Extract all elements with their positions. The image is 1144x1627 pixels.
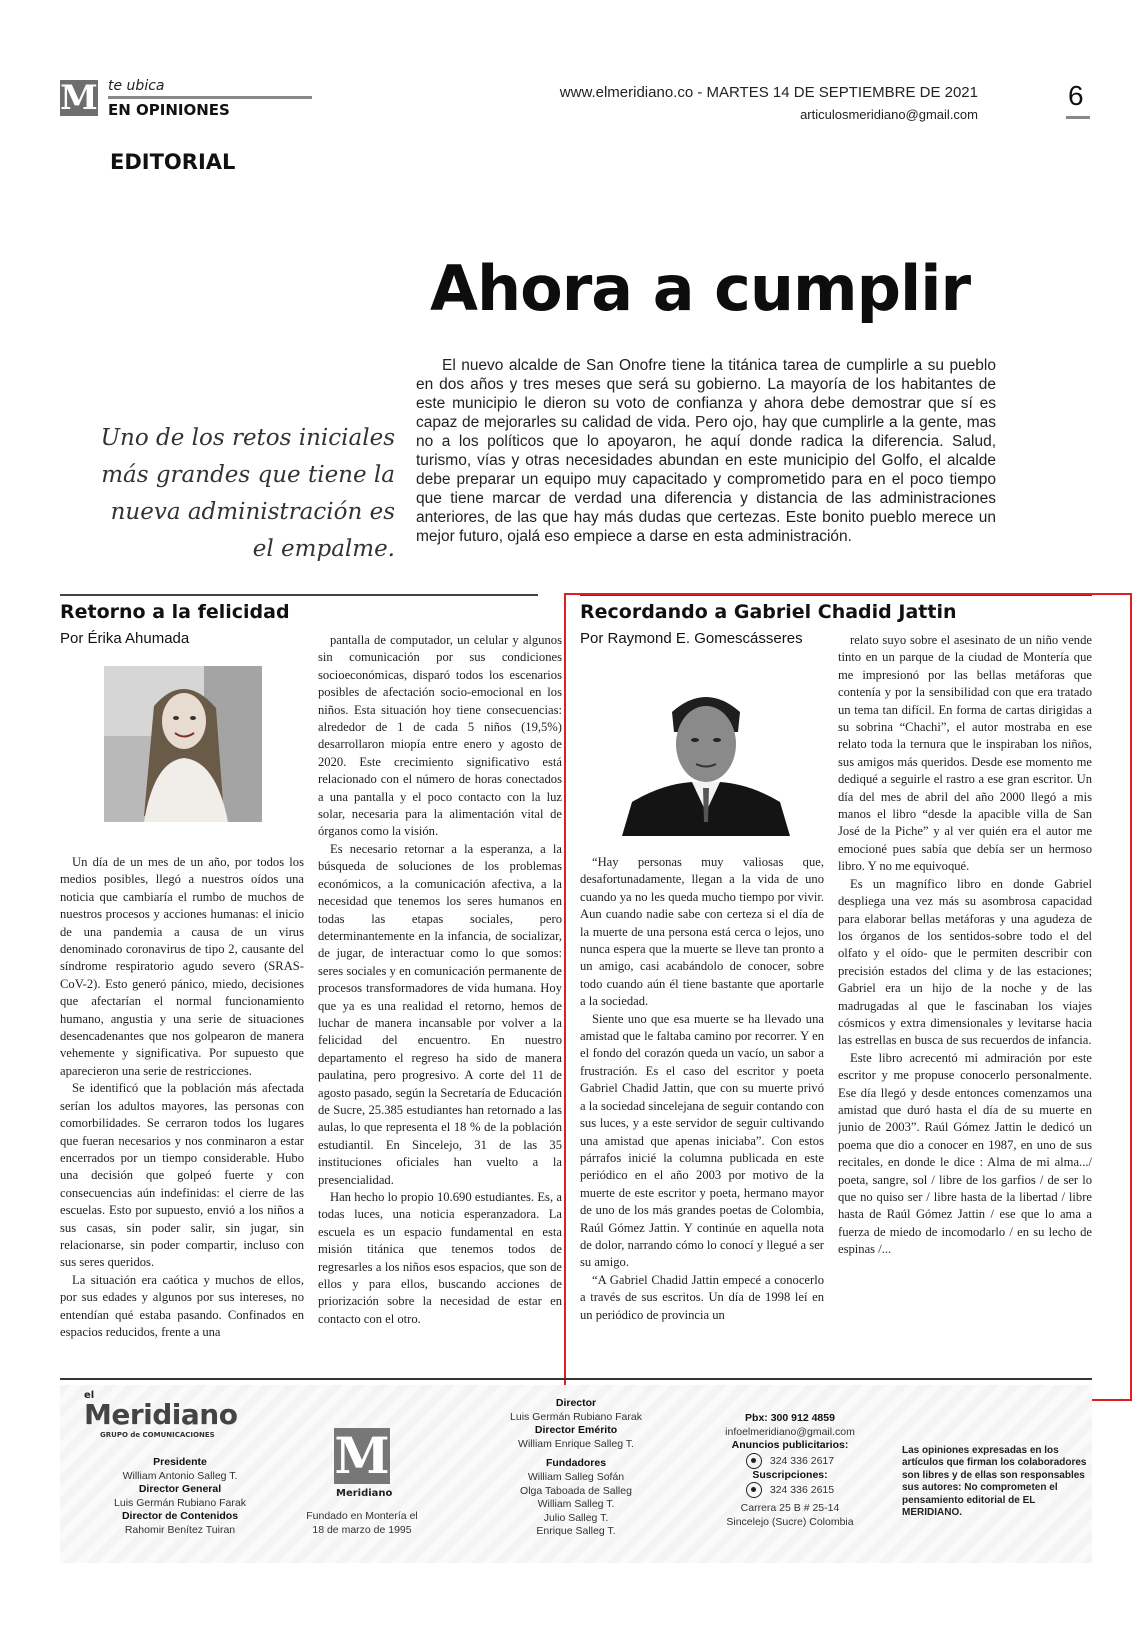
footer-staff bbox=[70, 1456, 290, 1538]
paragraph: relato suyo sobre el asesinato de un niño vende tinto en un parque de la ciudad de Montería que me impresionó por las bellas metáforas que contenía y por la sensibilidad con que era tratado un tema tan difícil. En forma de cartas dirigidas a su sobrina “Chachi”, el autor mostraba en ese relato toda la ternura que le inspiraban los niños, sus amigos más queridos. Desde ese momento me dediqué a seguirle el rastro a ese gran escritor. Un día del mes de abril del año 2000 llegó a mis manos el libro “desde la apacible villa de San José de la Piche” y al ver quién era el autor me emocioné pues sabía que debía ser un hermoso libro. Y no me equivoqué. bbox=[838, 633, 1092, 874]
paragraph: “Hay personas muy valiosas que, desafortunadamente, llegan a la vida de uno cuando ya no les queda mucho tiempo por vivir. Aun cuando nadie sabe con certeza si el día de la muerte de una persona está cerca o lejos, uno nunca espera que la muerte se lleve tan pronto a un amigo, casi acabándolo de conocer, sobre todo cuando aún él tiene bastante que aportarle a la sociedad. bbox=[580, 855, 824, 1009]
emeritus-label: Director Emérito bbox=[534, 1424, 618, 1437]
director-name: Luis Germán Rubiano Farak bbox=[510, 1410, 642, 1423]
director-label: Director bbox=[555, 1397, 597, 1409]
emeritus-name: William Enrique Salleg T. bbox=[518, 1437, 634, 1450]
footer-disclaimer: Las opiniones expresadas en los artículos que firman los colaboradores son libres y de ellas son responsables sus autores: No comprometen el pensamiento editorial de EL MERIDIANO. bbox=[902, 1445, 1087, 1519]
staff-name: Rahomir Benítez Tuiran bbox=[124, 1523, 236, 1536]
founder-name: Enrique Salleg T. bbox=[536, 1525, 616, 1538]
staff-role: Presidente bbox=[153, 1456, 207, 1468]
article-left-column-1 bbox=[60, 854, 304, 1370]
footer-directors bbox=[476, 1397, 676, 1539]
footer-m-name: Meridiano bbox=[336, 1488, 393, 1499]
ads-label: Anuncios publicitarios: bbox=[731, 1439, 849, 1452]
footer-divider bbox=[60, 1378, 1092, 1380]
subs-label: Suscripciones: bbox=[752, 1468, 828, 1481]
article-title-right: Recordando a Gabriel Chadid Jattin bbox=[580, 601, 957, 623]
editorial-body: El nuevo alcalde de San Onofre tiene la titánica tarea de cumplirle a su pueblo en dos años y tres meses que será su gobierno. La mayoría de los habitantes de este municipio le dieron su voto de confianza y ahora debe demostrar que sí es capaz de mejorarles su calidad de vida. Pero ojo, hay que cumplirle a la gente, mas no a los políticos que lo apoyaron, he aquí donde radica la diferencia. Salud, turismo, vías y otras necesidades abundan en este municipio del Golfo, el alcalde debe preparar un equipo muy capacitado y comprometido para en el poco tiempo que tiene marcar de verdad una diferencia y distancia de las administraciones anteriores, de las que hay más dudas que certezas. Este bonito pueblo merece un mejor futuro, ojalá eso empiece a darse en esta administración. bbox=[416, 357, 996, 545]
page-number: 6 bbox=[1068, 80, 1084, 111]
section-name: EN OPINIONES bbox=[108, 101, 230, 119]
article-divider bbox=[60, 594, 538, 596]
paragraph: Es un magnífico libro en donde Gabriel despliega una vez más su asombrosa capacidad para elaborar bellas metáforas y una agudeza de los órganos de los sentidos-sobre todo el del olfato y el oído- que le permiten describir con precisión estados del clima y de las estaciones; Gabriel era un hijo de la noche y de las madrugadas al que le fascinaban los viajes cósmicos y extra dimensionales y levitarse hacia las estrellas en busca de sus recuerdos de infancia. bbox=[838, 876, 1092, 1048]
staff-name: William Antonio Salleg T. bbox=[122, 1469, 238, 1482]
founder-name: Olga Taboada de Salleg bbox=[520, 1484, 632, 1497]
article-left-column-2 bbox=[318, 632, 562, 1370]
article-title-left: Retorno a la felicidad bbox=[60, 601, 290, 623]
address-line: Carrera 25 B # 25-14 bbox=[740, 1502, 840, 1515]
footer-m-logo-icon: M bbox=[334, 1426, 390, 1485]
byline-left: Por Érika Ahumada bbox=[60, 630, 190, 647]
footer-logo-el: el bbox=[84, 1390, 95, 1401]
whatsapp-icon bbox=[746, 1453, 762, 1469]
subs-phone: 324 336 2615 bbox=[769, 1484, 835, 1497]
paragraph: pantalla de computador, un celular y algunos sin comunicación por sus condiciones socioeconómicas, disparó todos los escenarios posibles de afectación socio-emocional en los niños. Esta situación hoy tiene consecuencias: alrededor de 1 de cada 5 niños (19,5%) desarrollaron miopía entre enero y agosto de 2020. Este crecimiento significativo está relacionado con el número de horas conectados a una pantalla y el poco contacto con la luz solar, necesaria para la alimentación vital de órganos como la visión. bbox=[318, 633, 562, 839]
pull-quote: Uno de los retos iniciales más grandes que tiene la nueva administración es el empalme. bbox=[100, 425, 395, 562]
tagline: te ubica bbox=[108, 78, 165, 94]
whatsapp-icon bbox=[746, 1482, 762, 1498]
header-email: articulosmeridiano@gmail.com bbox=[800, 107, 978, 122]
page-number-divider bbox=[1066, 116, 1090, 119]
paragraph: Este libro acrecentó mi admiración por este escritor y me propuse conocerlo personalmente. Ese día llegó y desde entonces comenzamos una amistad que duró hasta el día de su muerte en junio de 2003”. Raúl Gómez Jattin le dedicó un poema que dio a conocer en 1987, en uno de sus recitales, en donde le dice : Alma de mi alma.../ poeta, sangre, sol / libre de los garfios / de ser lo que no quiso ser / libre hasta de la libertad / libre hasta de Raúl Gómez Jattin / ese que lo ama a fuerza de miedo de incomodarlo / en su lecho de espinas /... bbox=[838, 1050, 1092, 1257]
paragraph: Se identificó que la población más afectada serían los adultos mayores, las personas con comorbilidades. Se cerraron todos los lugares que fueran necesarios y nos conminaron a estar encerrados por un tiempo considerable. Hubo una decisión que golpeó fuerte y con consecuencias aún indefinidas: el cierre de las escuelas. Esto por supuesto, envió a los niños a sus casas, sin poder salir, sin jugar, sin relacionarse, sin poder compartir, incluso con sus seres queridos. bbox=[60, 1081, 304, 1270]
logo-m-icon: M bbox=[60, 78, 98, 118]
staff-role: Director de Contenidos bbox=[121, 1510, 239, 1523]
header-date-line: www.elmeridiano.co - MARTES 14 DE SEPTIEMBRE DE 2021 bbox=[559, 84, 978, 101]
editorial-headline: Ahora a cumplir bbox=[430, 252, 971, 325]
paragraph: Han hecho lo propio 10.690 estudiantes. Es, a todas luces, una noticia esperanzadora. La escuela es un espacio fundamental en esta misión titánica que tenemos todos de regresarles a los niños esos espacios, que son de ellos y para ellos, buscando acciones de priorización sobre la necesidad de estar en contacto con el otro. bbox=[318, 1190, 562, 1326]
paragraph: Un día de un mes de un año, por todos los medios posibles, llegó a nuestros oídos una noticia que cambiaría el rumbo de muchos de nuestros procesos y acciones humanas: el inicio de una pandemia a causa de un virus denominado coronavirus de tipo 2, causante del síndrome respiratorio agudo severo (SRAS-CoV-2). Esto generó pánico, miedo, decisiones que afectarían el normal funcionamiento humano, angustia y una serie de situaciones desencadenantes que nos golpearon de manera vehemente y significativa. Por supuesto que aparecieron una serie de restricciones. bbox=[60, 855, 304, 1078]
address-line: Sincelejo (Sucre) Colombia bbox=[726, 1515, 854, 1528]
staff-role: Director General bbox=[138, 1483, 222, 1496]
footer-logo-subtitle: GRUPO de COMUNICACIONES bbox=[100, 1431, 215, 1439]
founders-label: Fundadores bbox=[545, 1457, 607, 1470]
staff-name: Luis Germán Rubiano Farak bbox=[114, 1496, 246, 1509]
author-photo-left bbox=[104, 666, 262, 822]
footer-logo: Meridiano bbox=[84, 1398, 238, 1431]
byline-right: Por Raymond E. Gomescásseres bbox=[580, 630, 803, 647]
founder-name: Julio Salleg T. bbox=[543, 1511, 609, 1524]
paragraph: “A Gabriel Chadid Jattin empecé a conocerlo a través de sus escritos. Un día de 1998 leí en un periódico de provincia un bbox=[580, 1272, 824, 1322]
founder-name: William Salleg Sofán bbox=[527, 1470, 625, 1483]
header-divider bbox=[108, 96, 312, 99]
ads-phone: 324 336 2617 bbox=[769, 1454, 835, 1467]
contact-email: infoelmeridiano@gmail.com bbox=[725, 1425, 855, 1438]
pbx: Pbx: 300 912 4859 bbox=[745, 1412, 835, 1424]
highlight-box bbox=[564, 593, 1132, 1401]
footer-contact bbox=[690, 1412, 890, 1530]
paragraph: Siente uno que esa muerte se ha llevado una amistad que le faltaba camino por recorrer. Y en el fondo del corazón queda un vacío, un sabor a frustración. Es el caso del escritor y poeta Gabriel Chadid Jattin, que con su muerte privó a la sociedad sincelejana de seguir contando con sus luces, y a este servidor de seguir cultivando una amistad que apenas iniciaba”. Con estos párrafos inicié la columna publicada en este periódico en el año 2003 por motivo de la muerte de este escritor y poeta, hermano mayor de uno de los más grandes poetas de Colombia, Raúl Gómez Jattin. Y continúe en aquella nota de dolor, narrando cómo lo conocí y llegué a ser su amigo. bbox=[580, 1011, 824, 1270]
editorial-label: EDITORIAL bbox=[110, 150, 236, 174]
paragraph: Es necesario retornar a la esperanza, a la búsqueda de soluciones de los problemas económicos, a la comunicación afectiva, a la necesidad que tenemos los seres humanos en todas las etapas sociales, pero determinantemente en la infancia, de socializar, de jugar, de interactuar como lo que somos: seres sociales y en comunicación permanente de procesos transformadores de vida humana. Hoy que ya es una realidad el retorno, hemos de luchar de manera incansable por volver a la felicidad del encuentro. En nuestro departamento el regreso ha sido de manera paulatina, pero progresivo. A corte del 11 de agosto pasado, según la Secretaría de Educación de Sucre, 25.385 estudiantes han retornado a las aulas, lo que representa el 18 % de la población estudiantil. En Sincelejo, 31 de las 35 instituciones oficiales han vuelto a la presencialidad. bbox=[318, 841, 562, 1187]
founder-name: William Salleg T. bbox=[537, 1498, 615, 1511]
founded-note: Fundado en Montería el 18 de marzo de 1995 bbox=[306, 1510, 418, 1536]
paragraph: La situación era caótica y muchos de ellos, por sus edades y algunos por sus intereses, no entendían qué estaba pasando. Confinados en espacios reducidos, frente a una bbox=[60, 1272, 304, 1339]
